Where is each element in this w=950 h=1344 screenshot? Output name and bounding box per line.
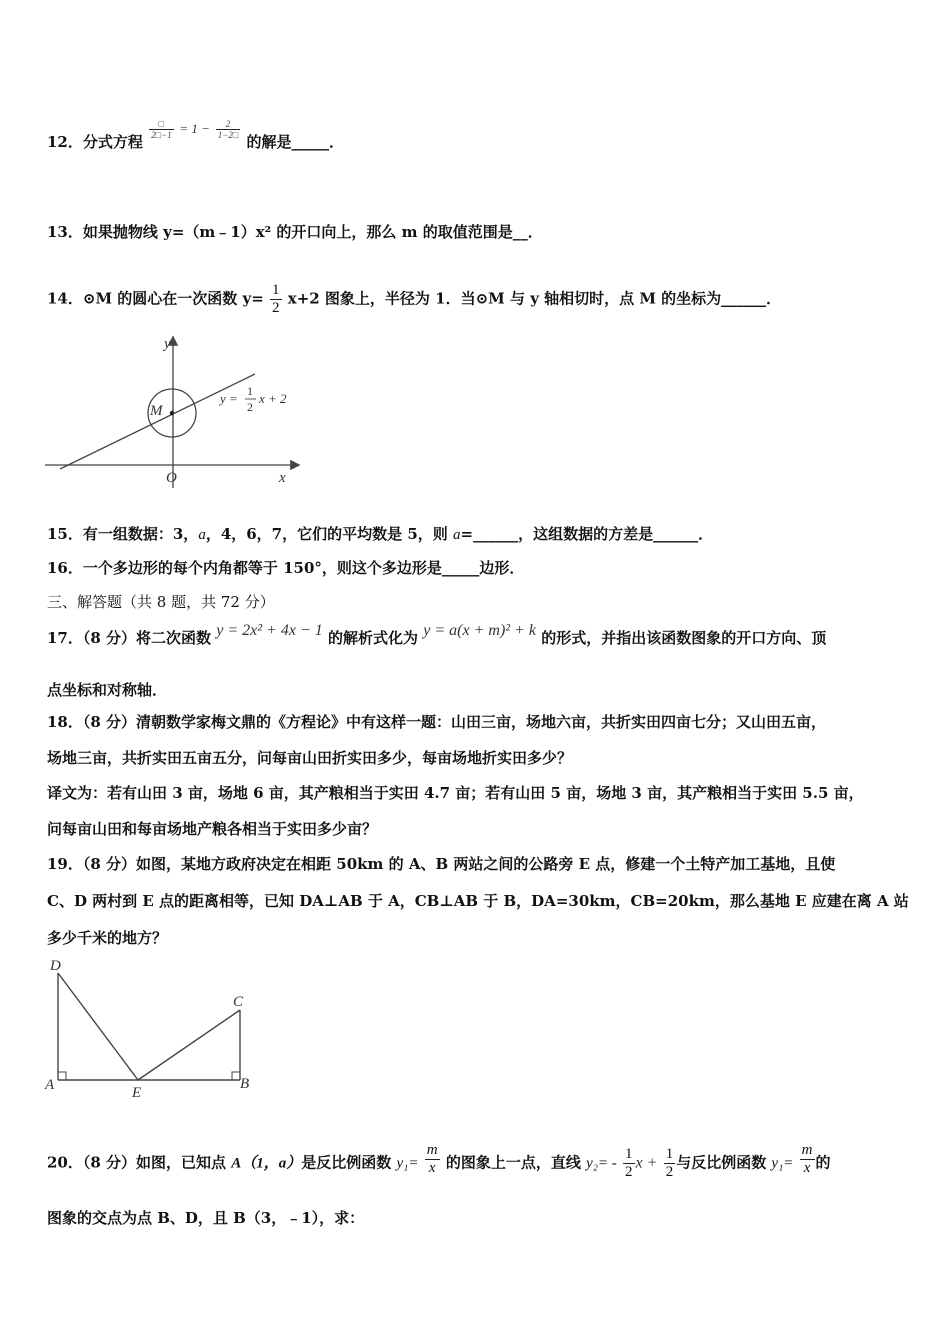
section-heading: 三、解答题（共 8 题，共 72 分） [47,593,275,611]
segment-ec [138,1010,240,1080]
m-label: M [150,403,163,419]
question-14 [47,282,781,317]
q12-suffix: 的解是_____． [246,133,344,151]
x-axis-label: x [279,470,286,486]
q14-prefix: 14．⊙M 的圆心在一次函数 y= [47,289,264,308]
question-20: 20．（8 分）如图，已知点 A（1，a）是反比例函数 y₁= $\frac{m}{x}$ 的图象上一点，直线 y₂= - $\frac{1}{2}$ x + $\frac{1}{2}$ 与反比例函数 y₁= $\frac{m}{x}$ 的 [47,1142,831,1180]
q12-num-right: 2 [216,119,241,130]
line-eq-suffix: x + 2 [259,391,287,406]
label-b: B [240,1076,250,1092]
line-eq-den: 2 [247,400,253,414]
question-18-line2: 场地三亩，共折实田五亩五分，问每亩山田折实田多少，每亩场地折实田多少？ [47,749,573,767]
line-graph [60,374,255,469]
q20-frac-mx-2: $\frac{m}{x}$ [801,1142,813,1176]
question-13: 13．如果抛物线 y=（m﹣1）x² 的开口向上，那么 m 的取值范围是__． [47,223,543,241]
right-angle-a [58,1072,66,1080]
point-a: A（1，a） [231,1155,302,1172]
q12-prefix: 12．分式方程 [47,133,143,151]
right-angle-b [232,1072,240,1080]
question-12 [47,118,344,154]
question-19-line3: 多少千米的地方？ [47,929,168,947]
q14-suffix: x+2 图象上，半径为 1．当⊙M 与 y 轴相切时，点 M 的坐标为______． [287,289,782,308]
question-19-line1: 19．（8 分）如图，某地方政府决定在相距 50km 的 A、B 两站之间的公路旁 E 点，修建一个土特产加工基地，且使 [47,855,836,873]
question-18-line3: 译文为：若有山田 3 亩，场地 6 亩，其产粮相当于实田 4.7 亩；若有山田 5 亩，场地 3 亩，其产粮相当于实田 5.5 亩， [47,784,864,802]
q12-mid: = 1 − [179,121,210,136]
q20-frac-mx: $\frac{m}{x}$ [426,1142,438,1176]
label-e: E [132,1085,142,1101]
label-d: D [50,958,61,974]
line-eq-num: 1 [247,384,253,398]
segment-de [58,973,138,1080]
variable-a: a [453,527,461,543]
figure-14 [40,330,310,495]
question-18-line1: 18．（8 分）清朝数学家梅文鼎的《方程论》中有这样一题：山田三亩，场地六亩，共折实田四亩七分；又山田五亩， [47,713,827,731]
label-a: A [45,1077,55,1093]
question-20-line2: 图象的交点为点 B、D，且 B（3，﹣1），求： [47,1209,365,1227]
q12-num-left: □ [149,119,174,130]
question-19-line2: C、D 两村到 E 点的距离相等，已知 DA⊥AB 于 A，CB⊥AB 于 B，DA=30km，CB=20km，那么基地 E 应建在离 A 站 [47,892,909,910]
question-16: 16．一个多边形的每个内角都等于 150°，则这个多边形是_____边形． [47,559,525,577]
center-point [170,411,174,415]
q12-den-left: 2□−1 [151,129,172,140]
q12-equation [148,118,241,140]
q17-expr1: y = 2x² + 4x − 1 [216,622,323,639]
question-17-line2: 点坐标和对称轴． [47,681,168,699]
q12-den-right: 1−2□ [217,129,239,140]
line-eq-prefix: y = [220,391,238,406]
variable-a: a [198,527,206,543]
q14-fraction: $\frac{1}{2}$ [272,282,280,316]
y-axis-label: y [164,336,171,352]
question-18-line4: 问每亩山田和每亩场地产粮各相当于实田多少亩？ [47,820,378,838]
question-15: 15．有一组数据：3，a，4，6，7，它们的平均数是 5，则 a=______，这组数据的方差是______． [47,525,714,543]
q20-frac-half-2: $\frac{1}{2}$ [665,1146,674,1180]
y2-label: y₂= - [586,1155,617,1172]
origin-label: O [166,470,177,486]
q17-expr2: y = a(x + m)² + k [423,622,536,639]
label-c: C [233,994,244,1010]
figure-19 [40,955,270,1105]
y1-label: y₁= [396,1155,419,1172]
y1-label-2: y₁= [771,1155,794,1172]
question-17: 17．（8 分）将二次函数 y = 2x² + 4x − 1 的解析式化为 y = a(x + m)² + k 的形式，并指出该函数图象的开口方向、顶 [47,622,827,647]
q20-frac-half-1: $\frac{1}{2}$ [625,1146,633,1180]
